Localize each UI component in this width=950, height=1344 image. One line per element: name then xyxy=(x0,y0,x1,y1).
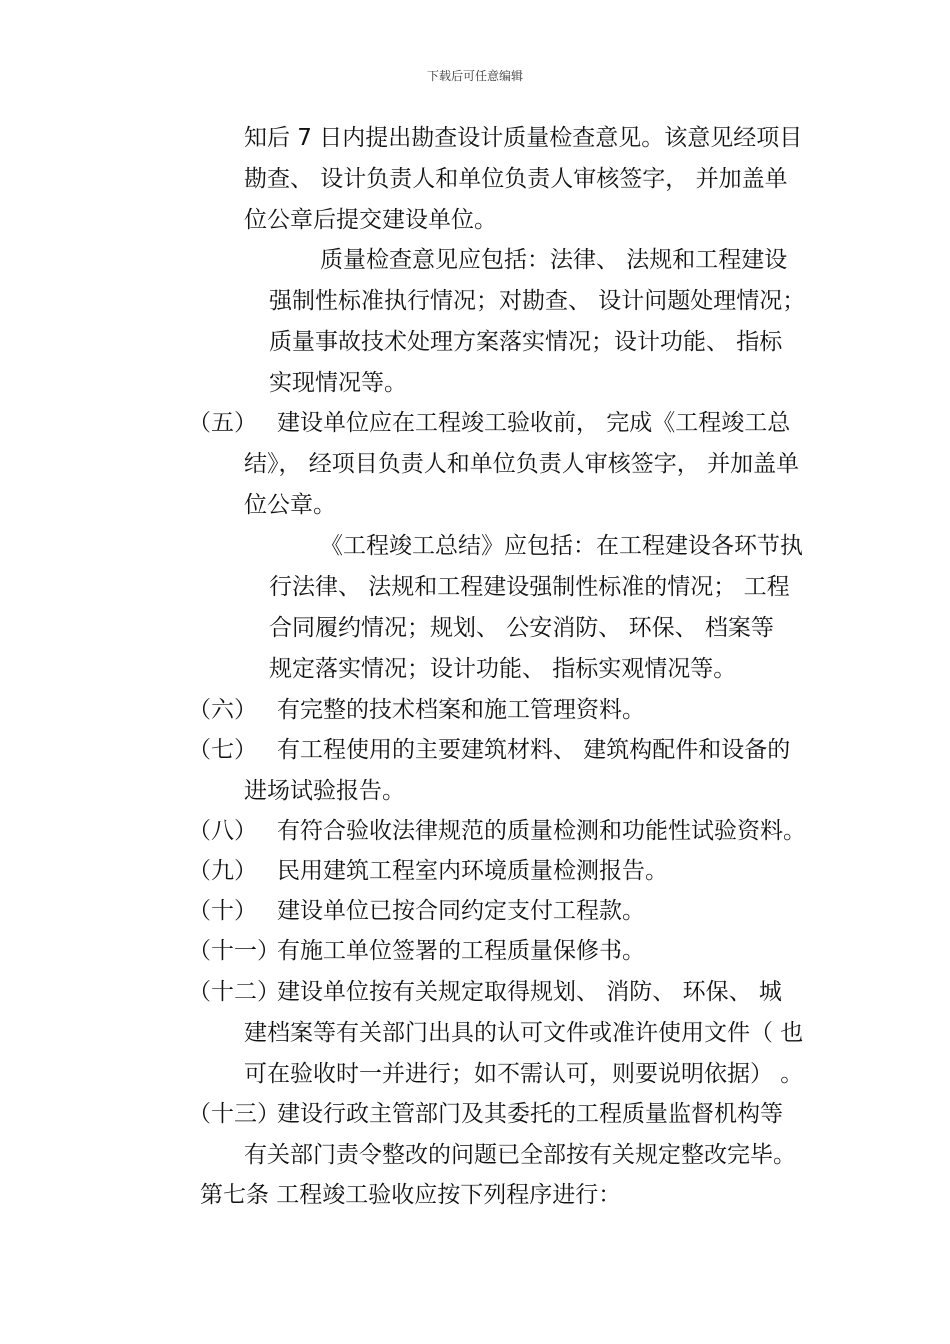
text-line: 有完整的技术档案和施工管理资料。 xyxy=(277,697,645,723)
item-marker: （十二） xyxy=(188,979,280,1005)
text-line: 强制性标准执行情况；对勘查、 设计问题处理情况； xyxy=(269,288,806,314)
item-marker: （九） xyxy=(188,858,257,884)
item-marker: （七） xyxy=(188,737,257,763)
item-marker: （十一） xyxy=(188,938,280,964)
article-heading: 第七条 工程竣工验收应按下列程序进行： xyxy=(200,1182,622,1208)
text-line: 有施工单位签署的工程质量保修书。 xyxy=(277,938,645,964)
text-line: 可在验收时一并进行；如不需认可，则要说明依据） 。 xyxy=(244,1061,804,1087)
text-line: 行法律、 法规和工程建设强制性标准的情况； 工程 xyxy=(269,574,790,600)
text-line: 民用建筑工程室内环境质量检测报告。 xyxy=(277,858,668,884)
text-line: 实现情况等。 xyxy=(269,370,407,396)
text-line: 建设单位按有关规定取得规划、 消防、 环保、 城 xyxy=(277,979,782,1005)
text-line: 有符合验收法律规范的质量检测和功能性试验资料。 xyxy=(277,818,806,844)
text-line: 《工程竣工总结》应包括：在工程建设各环节执 xyxy=(320,533,803,559)
text-line: 勘查、 设计负责人和单位负责人审核签字， 并加盖单 xyxy=(244,166,788,192)
text-line: 进场试验报告。 xyxy=(244,778,405,804)
text-line: 知后 7 日内提出勘查设计质量检查意见。该意见经项目 xyxy=(244,125,803,151)
text-line: 位公章后提交建设单位。 xyxy=(244,207,497,233)
item-marker: （十三） xyxy=(188,1101,280,1127)
text-line: 建设行政主管部门及其委托的工程质量监督机构等 xyxy=(277,1101,783,1127)
text-line: 质量事故技术处理方案落实情况；设计功能、 指标 xyxy=(269,329,783,355)
item-marker: （十） xyxy=(188,898,257,924)
text-line: 质量检查意见应包括：法律、 法规和工程建设 xyxy=(320,247,788,273)
text-line: 合同履约情况；规划、 公安消防、 环保、 档案等 xyxy=(269,615,774,641)
text-line: 位公章。 xyxy=(244,492,336,518)
text-line: 建设单位应在工程竣工验收前， 完成《工程竣工总 xyxy=(277,410,791,436)
item-marker: （八） xyxy=(188,818,257,844)
text-line: 规定落实情况；设计功能、 指标实观情况等。 xyxy=(269,656,737,682)
item-marker: （五） xyxy=(188,410,257,436)
page-header: 下载后可任意编辑 xyxy=(426,69,523,83)
text-line: 建设单位已按合同约定支付工程款。 xyxy=(277,898,645,924)
text-line: 有关部门责令整改的问题已全部按有关规定整改完毕。 xyxy=(244,1142,796,1168)
text-line: 结》， 经项目负责人和单位负责人审核签字， 并加盖单 xyxy=(244,451,800,477)
text-line: 有工程使用的主要建筑材料、 建筑构配件和设备的 xyxy=(277,737,791,763)
text-line: 建档案等有关部门出具的认可文件或准许使用文件（ 也 xyxy=(244,1020,804,1046)
item-marker: （六） xyxy=(188,697,257,723)
